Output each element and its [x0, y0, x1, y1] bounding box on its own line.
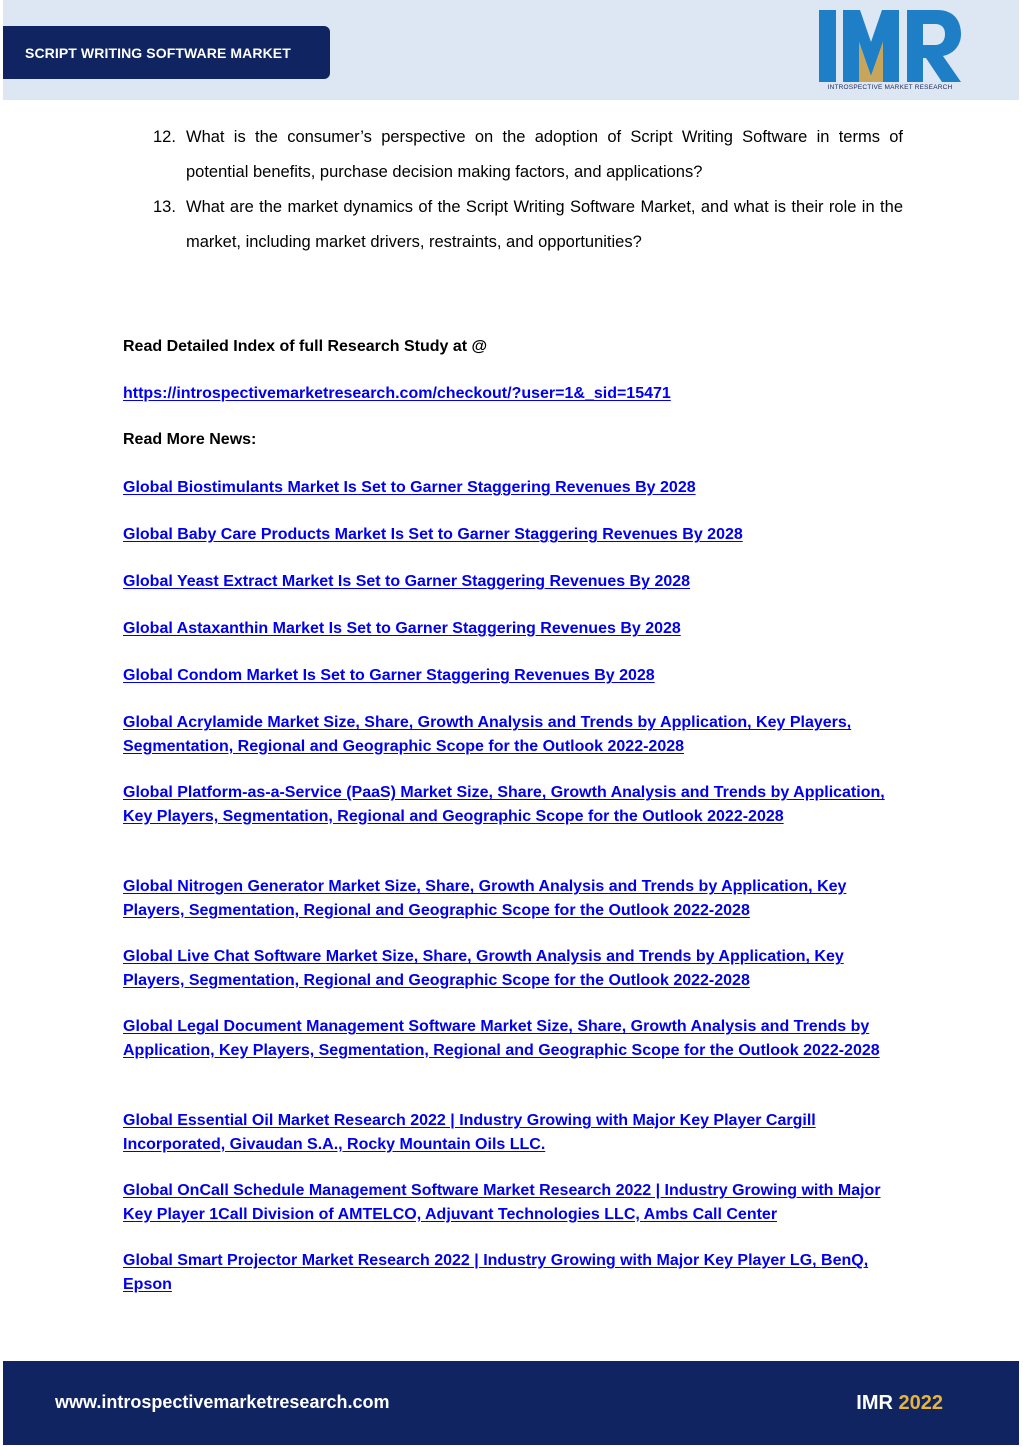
- report-title: SCRIPT WRITING SOFTWARE MARKET: [25, 44, 291, 61]
- news-link[interactable]: Global Yeast Extract Market Is Set to Garner Staggering Revenues By 2028: [123, 573, 691, 590]
- report-title-tag: [3, 26, 330, 79]
- page-header: [3, 0, 1019, 100]
- news-link[interactable]: Global Essential Oil Market Research 2022 | Industry Growing with Major Key Player Cargill Incorporated, Givaudan S.A., Rocky Mountain Oils LLC.: [123, 1112, 816, 1153]
- news-link[interactable]: Global Nitrogen Generator Market Size, Share, Growth Analysis and Trends by Application, Key Players, Segmentation, Regional and Geographic Scope for the Outlook 2022-2028: [123, 878, 847, 919]
- question-list: [153, 120, 903, 260]
- news-link[interactable]: Global Condom Market Is Set to Garner Staggering Revenues By 2028: [123, 667, 655, 684]
- imr-logo: [815, 8, 965, 96]
- question-number: 13.: [153, 198, 176, 216]
- news-link[interactable]: Global Biostimulants Market Is Set to Garner Staggering Revenues By 2028: [123, 479, 696, 496]
- news-link[interactable]: Global Live Chat Software Market Size, Share, Growth Analysis and Trends by Application, Key Players, Segmentation, Regional and Geographic Scope for the Outlook 2022-2028: [123, 948, 844, 989]
- news-link[interactable]: Global Smart Projector Market Research 2022 | Industry Growing with Major Key Player LG, BenQ, Epson: [123, 1252, 869, 1293]
- read-more-heading: Read More News:: [123, 431, 257, 448]
- question-number: 12.: [153, 128, 176, 146]
- footer-brand: [856, 1392, 943, 1415]
- news-link[interactable]: Global Platform-as-a-Service (PaaS) Market Size, Share, Growth Analysis and Trends by Application, Key Players, Segmentation, Regional and Geographic Scope for the Outlook 2022-2028: [123, 784, 885, 825]
- read-index-heading: Read Detailed Index of full Research Study at @: [123, 338, 488, 355]
- checkout-link[interactable]: https://introspectivemarketresearch.com/checkout/?user=1&_sid=15471: [123, 385, 671, 402]
- footer-brand-name: IMR: [856, 1392, 893, 1414]
- page-footer: [3, 1361, 1019, 1445]
- question-text: What are the market dynamics of the Script Writing Software Market, and what is their role in the market, including market drivers, restraints, and opportunities?: [186, 198, 903, 251]
- question-item: [153, 190, 903, 260]
- news-link[interactable]: Global Acrylamide Market Size, Share, Growth Analysis and Trends by Application, Key Players, Segmentation, Regional and Geographic Scope for the Outlook 2022-2028: [123, 714, 852, 755]
- footer-year: 2022: [898, 1392, 943, 1414]
- imr-logo-mark: [815, 8, 965, 84]
- news-link[interactable]: Global OnCall Schedule Management Software Market Research 2022 | Industry Growing with Major Key Player 1Call Division of AMTELCO, Adjuvant Technologies LLC, Ambs Call Center: [123, 1182, 881, 1223]
- question-item: [153, 120, 903, 190]
- footer-website-link[interactable]: www.introspectivemarketresearch.com: [55, 1392, 390, 1412]
- news-link[interactable]: Global Legal Document Management Software Market Size, Share, Growth Analysis and Trends by Application, Key Players, Segmentation, Regional and Geographic Scope for the Outlook 2022-2028: [123, 1018, 880, 1059]
- news-link[interactable]: Global Astaxanthin Market Is Set to Garner Staggering Revenues By 2028: [123, 620, 681, 637]
- question-text: What is the consumer’s perspective on the adoption of Script Writing Software in terms of potential benefits, purchase decision making factors, and applications?: [186, 128, 903, 181]
- logo-caption: INTROSPECTIVE MARKET RESEARCH: [827, 84, 953, 91]
- news-link[interactable]: Global Baby Care Products Market Is Set to Garner Staggering Revenues By 2028: [123, 526, 743, 543]
